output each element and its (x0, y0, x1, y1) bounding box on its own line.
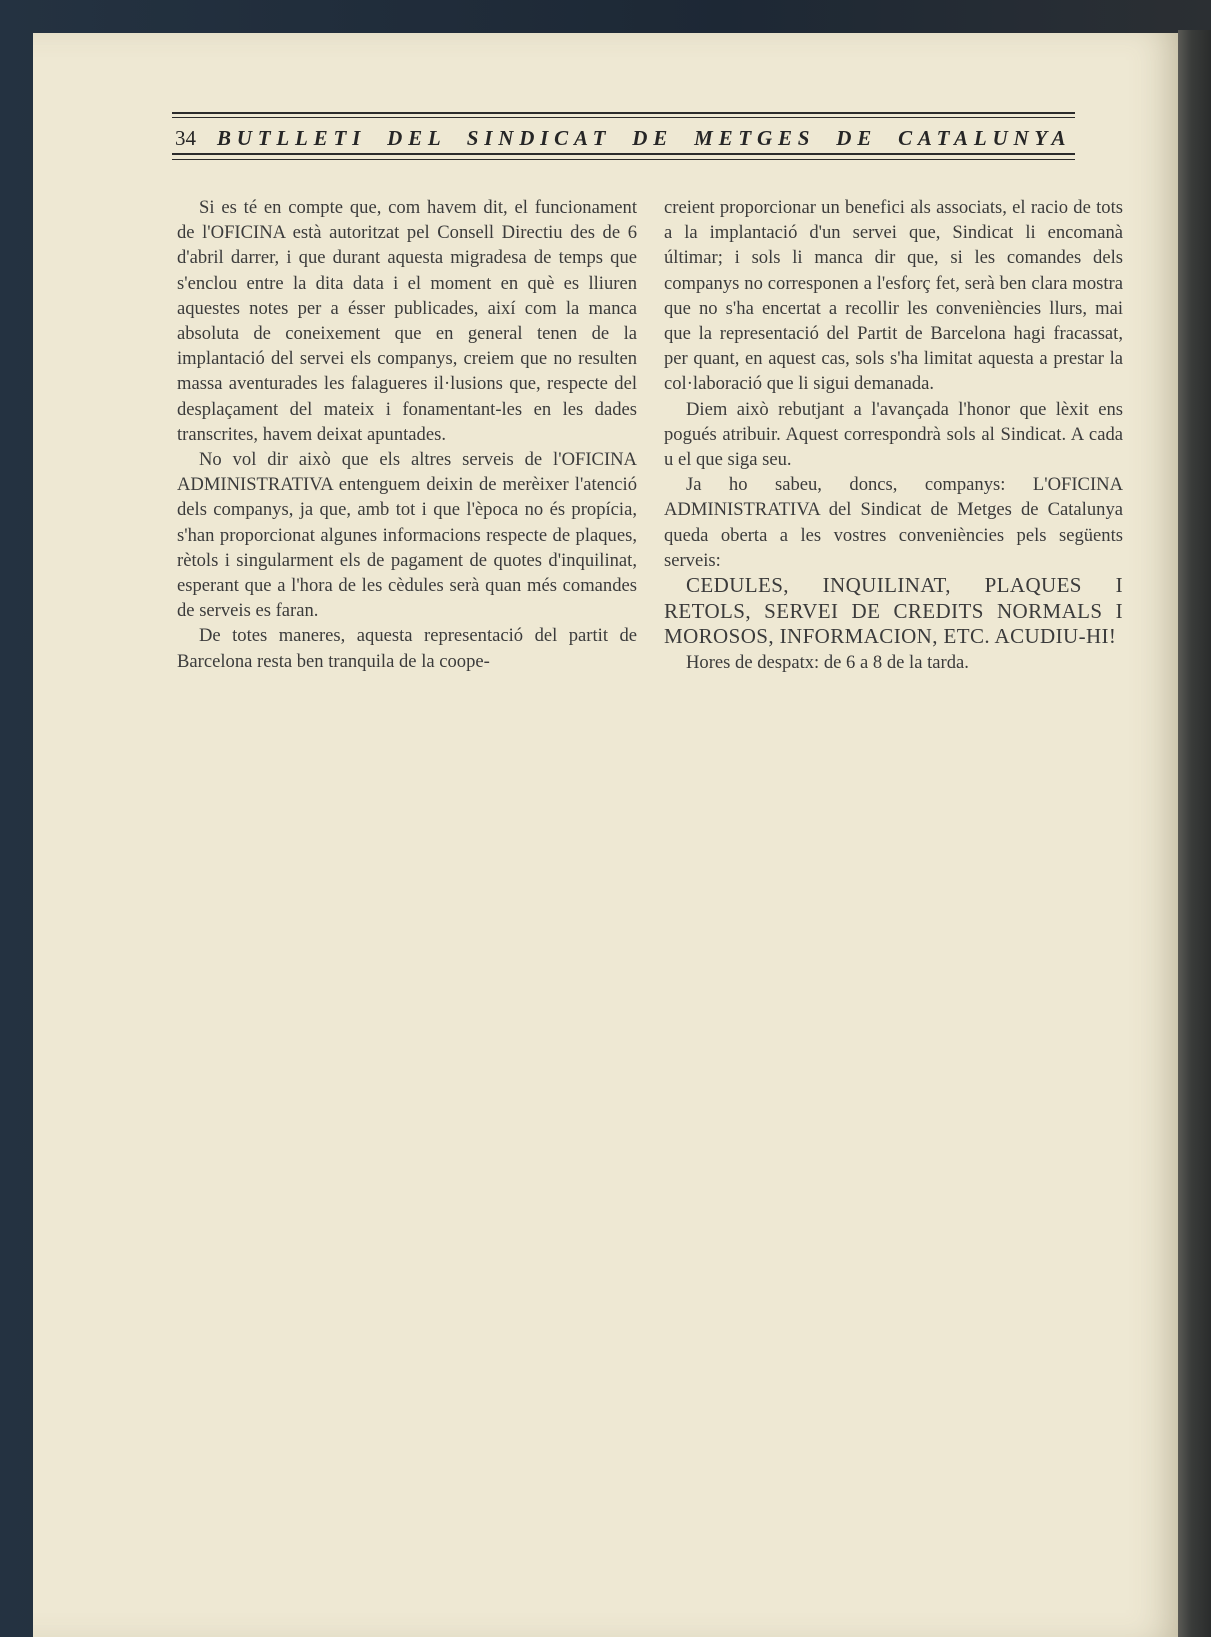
right-paragraph-1: creient proporcionar un benefici als associats, el racio de tots a la implantació d'un servei que, Sindicat li encomanà últimar; i sols li manca dir que, si les comandes dels companys no corresponen a l'esforç fet, serà ben clara mostra que no s'ha encertat a recollir les conveniències llurs, mai que la representació del Partit de Barcelona hagi fracassat, per quant, en aquest cas, sols s'ha limitat aquesta a prestar la col·laboració que li sigui demanada. (664, 197, 1123, 395)
right-paragraph-3: Ja ho sabeu, doncs, companys: L'OFICINA ADMINISTRATIVA del Sindicat de Metges de Catalunya queda oberta a les vostres conveniències pels següents serveis: (664, 474, 1123, 571)
right-paragraph-2: Diem això rebutjant a l'avançada l'honor que lèxit ens pogués atribuir. Aquest correspondrà sols al Sindicat. A cada u el que siga seu. (664, 398, 1123, 471)
header-rule-top (172, 112, 1075, 114)
left-paragraph-3: De totes maneres, aquesta representació del partit de Barcelona resta ben tranquila de la coope- (177, 625, 637, 672)
page-edge-shadow (1178, 30, 1211, 1637)
right-column (664, 195, 1123, 675)
running-header (175, 120, 1075, 156)
header-rule-top-thin (172, 117, 1075, 118)
running-title: BUTLLETI DEL SINDICAT DE METGES DE CATALUNYA (217, 125, 1072, 150)
page-number: 34 (175, 125, 196, 150)
services-list: CEDULES, INQUILINAT, PLAQUES I RETOLS, SERVEI DE CREDITS NORMALS I MOROSOS, INFORMACION, ETC. ACUDIU-HI! (664, 573, 1123, 649)
left-paragraph-2: No vol dir això que els altres serveis de l'OFICINA ADMINISTRATIVA entenguem deixin de merèixer l'atenció dels companys, ja que, amb tot i que l'època no és propícia, s'han proporcionat algunes informacions respecte de plaques, rètols i singularment els de pagament de quotes d'inquilinat, esperant que a l'hora de les cèdules serà quan més comandes de serveis es faran. (177, 449, 637, 622)
office-hours: Hores de despatx: de 6 a 8 de la tarda. (686, 651, 969, 673)
left-column (177, 195, 637, 674)
header-rule-bottom-thin (172, 159, 1075, 160)
left-paragraph-1: Si es té en compte que, com havem dit, el funcionament de l'OFICINA està autoritzat pel Consell Directiu des de 6 d'abril darrer, i que durant aquesta migradesa de temps que s'enclou entre la dita data i el moment en què es lliuren aquestes notes per a ésser publicades, així com la manca absoluta de coneixement que en general tenen de la implantació del servei els companys, creiem que no resulten massa aventurades les falagueres il·lusions que, respecte del desplaçament del mateix i fonamentant-les en les dades transcrites, havem deixat apuntades. (177, 197, 637, 445)
